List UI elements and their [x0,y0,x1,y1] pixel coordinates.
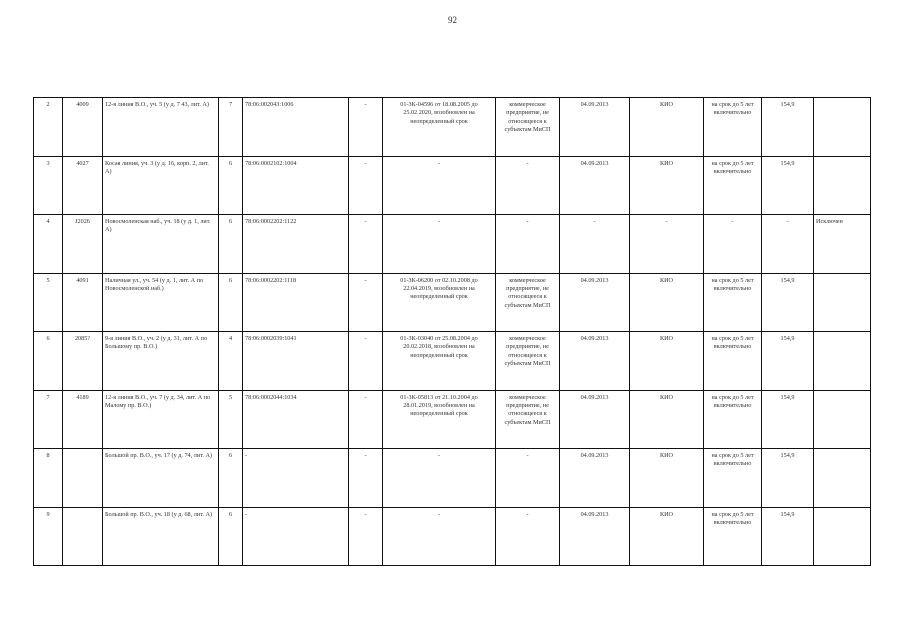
note-cell [814,332,871,391]
floors-cell: 4 [219,332,243,391]
address-cell: Большой пр. В.О., уч. 17 (у д. 74, лит. А) [103,449,219,508]
cadastral-number-cell: 78:06:0002202:1118 [243,273,349,332]
tenant-category-cell: - [496,156,560,215]
organization-cell: КИО [630,449,704,508]
table-row [34,390,871,449]
dash-cell: - [349,449,383,508]
organization-cell: КИО [630,273,704,332]
row-number-cell: 7 [34,390,63,449]
contract-cell: 01-ЗК-03040 от 25.08.2004 до 20.02.2018, возобновлен на неопределенный срок [383,332,496,391]
dash-cell: - [349,507,383,566]
floors-cell: 6 [219,215,243,274]
dash-cell: - [349,332,383,391]
tenant-category-cell: - [496,507,560,566]
date-cell: 04.09.2013 [560,390,630,449]
note-cell: Исключен [814,215,871,274]
note-cell [814,98,871,157]
term-cell: - [704,215,762,274]
floors-cell: 6 [219,449,243,508]
rate-cell: 154,9 [762,507,814,566]
organization-cell: КИО [630,390,704,449]
registry-body [34,98,871,566]
table-row [34,449,871,508]
contract-cell: 01-ЗК-05813 от 21.10.2004 до 28.01.2019, возобновлен на неопределенный срок [383,390,496,449]
row-number-cell: 5 [34,273,63,332]
address-cell: 12-я линия В.О., уч. 7 (у д. 34, лит. А по Малому пр. В.О.) [103,390,219,449]
tenant-category-cell: - [496,215,560,274]
row-number-cell: 2 [34,98,63,157]
tenant-category-cell: коммерческое предприятие, не относящееся к субъектам МиСП [496,98,560,157]
dash-cell: - [349,273,383,332]
note-cell [814,507,871,566]
rate-cell: - [762,215,814,274]
tenant-category-cell: - [496,449,560,508]
organization-cell: КИО [630,332,704,391]
contract-cell: - [383,449,496,508]
floors-cell: 6 [219,507,243,566]
floors-cell: 6 [219,273,243,332]
term-cell: на срок до 5 лет включительно [704,390,762,449]
dash-cell: - [349,156,383,215]
contract-cell: - [383,215,496,274]
table-row [34,273,871,332]
object-id-cell: 4009 [63,98,103,157]
registry-table [33,97,871,566]
rate-cell: 154,9 [762,332,814,391]
table-row [34,332,871,391]
rate-cell: 154,9 [762,98,814,157]
note-cell [814,273,871,332]
tenant-category-cell: коммерческое предприятие, не относящееся к субъектам МиСП [496,332,560,391]
address-cell: 9-я линия В.О., уч. 2 (у д. 31, лит. А по Большому пр. В.О.) [103,332,219,391]
row-number-cell: 8 [34,449,63,508]
date-cell: 04.09.2013 [560,332,630,391]
organization-cell: КИО [630,98,704,157]
cadastral-number-cell: - [243,449,349,508]
object-id-cell: J2026 [63,215,103,274]
cadastral-number-cell: - [243,507,349,566]
term-cell: на срок до 5 лет включительно [704,332,762,391]
cadastral-number-cell: 78:06:00204З:1006 [243,98,349,157]
tenant-category-cell: коммерческое предприятие, не относящееся к субъектам МиСП [496,273,560,332]
note-cell [814,390,871,449]
cadastral-number-cell: 78:06:0002202:1122 [243,215,349,274]
object-id-cell: 4091 [63,273,103,332]
address-cell: Новосмоленская наб., уч. 18 (у д. 1, лит. А) [103,215,219,274]
page-number: 92 [448,15,457,25]
dash-cell: - [349,390,383,449]
contract-cell: - [383,156,496,215]
term-cell: на срок до 5 лет включительно [704,273,762,332]
row-number-cell: 3 [34,156,63,215]
floors-cell: 7 [219,98,243,157]
table-row [34,215,871,274]
contract-cell: - [383,507,496,566]
cadastral-number-cell: 78:06:0002102:1004 [243,156,349,215]
address-cell: Большой пр. В.О., уч. 18 (у д. 68, лит. А) [103,507,219,566]
object-id-cell: 4027 [63,156,103,215]
address-cell: Косая линия, уч. 3 (у д. 16, корп. 2, лит. А) [103,156,219,215]
cadastral-number-cell: 78:06:0002044:1034 [243,390,349,449]
tenant-category-cell: коммерческое предприятие, не относящееся к субъектам МиСП [496,390,560,449]
address-cell: Наличная ул., уч. 54 (у д. 1, лит. А по Новосмоленской наб.) [103,273,219,332]
date-cell: - [560,215,630,274]
date-cell: 04.09.2013 [560,507,630,566]
contract-cell: 01-ЗК-06200 от 02.10.2008 до 22.04.2019, возобновлен на неопределенный срок [383,273,496,332]
date-cell: 04.09.2013 [560,156,630,215]
cadastral-number-cell: 78:06:0002039:1041 [243,332,349,391]
table-row [34,156,871,215]
object-id-cell: 4189 [63,390,103,449]
dash-cell: - [349,215,383,274]
object-id-cell: 2085? [63,332,103,391]
term-cell: на срок до 5 лет включительно [704,449,762,508]
row-number-cell: 6 [34,332,63,391]
contract-cell: 01-ЗК-04596 от 18.08.2005 до 25.02.2020, возобновлен на неопределенный срок [383,98,496,157]
rate-cell: 154,9 [762,156,814,215]
object-id-cell [63,449,103,508]
rate-cell: 154,9 [762,449,814,508]
organization-cell: - [630,215,704,274]
row-number-cell: 4 [34,215,63,274]
floors-cell: 5 [219,390,243,449]
address-cell: 12-я линия В.О., уч. 5 (у д. 7 43, лит. А) [103,98,219,157]
row-number-cell: 9 [34,507,63,566]
organization-cell: КИО [630,507,704,566]
note-cell [814,156,871,215]
rate-cell: 154,9 [762,273,814,332]
table-row [34,507,871,566]
date-cell: 04.09.2013 [560,449,630,508]
date-cell: 04.09.2013 [560,98,630,157]
organization-cell: КИО [630,156,704,215]
term-cell: на срок до 5 лет включительно [704,98,762,157]
term-cell: на срок до 5 лет включительно [704,507,762,566]
table-row [34,98,871,157]
term-cell: на срок до 5 лет включительно [704,156,762,215]
dash-cell: - [349,98,383,157]
floors-cell: 6 [219,156,243,215]
note-cell [814,449,871,508]
date-cell: 04.09.2013 [560,273,630,332]
object-id-cell [63,507,103,566]
rate-cell: 154,9 [762,390,814,449]
